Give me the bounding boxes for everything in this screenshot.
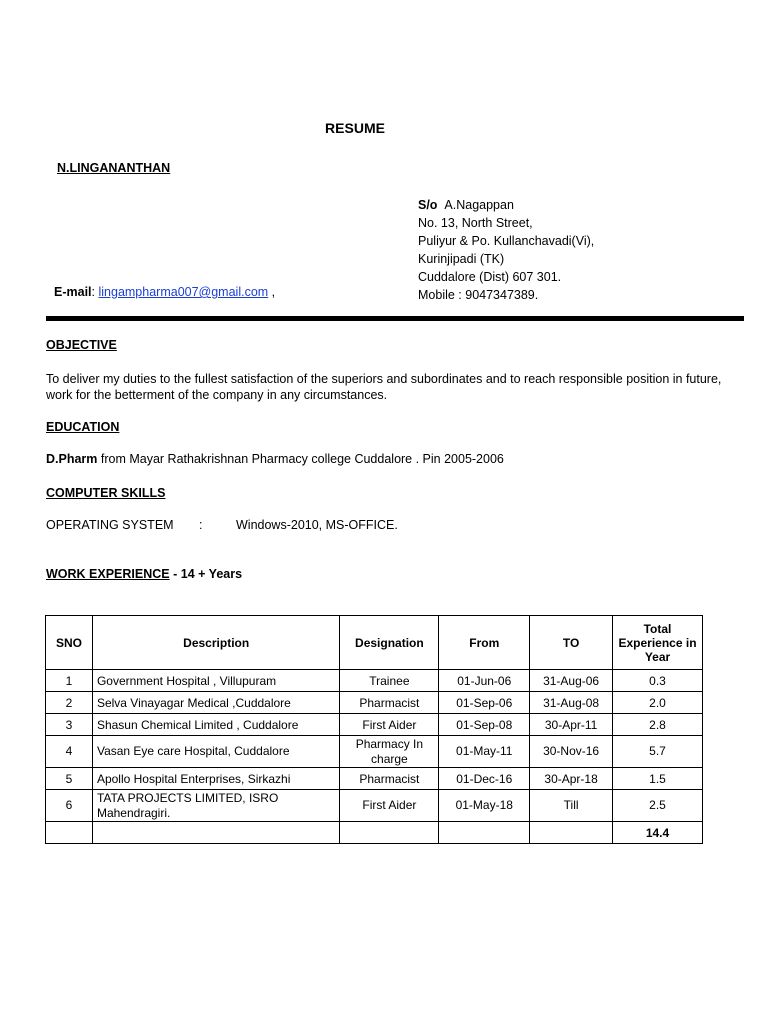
- os-label: OPERATING SYSTEM: [46, 518, 174, 532]
- email-colon: :: [91, 285, 95, 299]
- os-colon: :: [199, 518, 203, 532]
- table-row: [46, 768, 703, 790]
- so-name: A.Nagappan: [444, 198, 514, 212]
- education-detail: from Mayar Rathakrishnan Pharmacy college Cuddalore . Pin 2005-2006: [97, 452, 504, 466]
- cell-years: 1.5: [613, 768, 703, 790]
- address-line-3: Kurinjipadi (TK): [418, 252, 505, 266]
- cell-years: 2.8: [613, 714, 703, 736]
- work-experience-table: [45, 615, 703, 844]
- email-line: [54, 285, 275, 299]
- table-total-row: [46, 822, 703, 844]
- empty-cell: [46, 822, 93, 844]
- cell-sno: 4: [46, 736, 93, 768]
- cell-sno: 5: [46, 768, 93, 790]
- education-degree: D.Pharm: [46, 452, 98, 466]
- table-row: [46, 692, 703, 714]
- cell-from: 01-Sep-08: [439, 714, 530, 736]
- cell-to: Till: [530, 790, 613, 822]
- email-label: E-mail: [54, 285, 92, 299]
- cell-sno: 2: [46, 692, 93, 714]
- table-row: [46, 670, 703, 692]
- resume-title: RESUME: [325, 120, 385, 136]
- cell-years: 2.5: [613, 790, 703, 822]
- cell-designation: First Aider: [340, 790, 439, 822]
- cell-designation: Pharmacy In charge: [340, 736, 439, 768]
- candidate-name: N.LINGANANTHAN: [57, 161, 171, 175]
- col-header-sno: SNO: [46, 616, 93, 670]
- empty-cell: [340, 822, 439, 844]
- header-divider: [46, 316, 744, 321]
- cell-to: 30-Apr-18: [530, 768, 613, 790]
- col-header-total-experience: Total Experience in Year: [613, 616, 703, 670]
- cell-sno: 1: [46, 670, 93, 692]
- col-header-designation: Designation: [340, 616, 439, 670]
- empty-cell: [530, 822, 613, 844]
- email-link[interactable]: lingampharma007@gmail.com: [98, 285, 269, 299]
- cell-designation: Trainee: [340, 670, 439, 692]
- cell-to: 31-Aug-08: [530, 692, 613, 714]
- cell-description: Selva Vinayagar Medical ,Cuddalore: [92, 692, 339, 714]
- address-line-4: Cuddalore (Dist) 607 301.: [418, 270, 562, 284]
- work-experience-years: - 14 + Years: [169, 567, 243, 581]
- address-so: [418, 196, 514, 214]
- cell-description: TATA PROJECTS LIMITED, ISRO Mahendragiri.: [92, 790, 339, 822]
- address-line-1: No. 13, North Street,: [418, 216, 533, 230]
- cell-designation: Pharmacist: [340, 768, 439, 790]
- cell-sno: 6: [46, 790, 93, 822]
- cell-from: 01-May-18: [439, 790, 530, 822]
- cell-description: Apollo Hospital Enterprises, Sirkazhi: [92, 768, 339, 790]
- cell-from: 01-Dec-16: [439, 768, 530, 790]
- empty-cell: [439, 822, 530, 844]
- cell-description: Vasan Eye care Hospital, Cuddalore: [92, 736, 339, 768]
- mobile-number: Mobile : 9047347389.: [418, 288, 539, 302]
- cell-designation: First Aider: [340, 714, 439, 736]
- objective-heading: OBJECTIVE: [46, 338, 117, 352]
- col-header-to: TO: [530, 616, 613, 670]
- cell-from: 01-Sep-06: [439, 692, 530, 714]
- empty-cell: [92, 822, 339, 844]
- total-experience: 14.4: [613, 822, 703, 844]
- cell-from: 01-Jun-06: [439, 670, 530, 692]
- cell-description: Government Hospital , Villupuram: [92, 670, 339, 692]
- education-entry: [46, 452, 504, 466]
- cell-years: 2.0: [613, 692, 703, 714]
- cell-description: Shasun Chemical Limited , Cuddalore: [92, 714, 339, 736]
- cell-to: 31-Aug-06: [530, 670, 613, 692]
- objective-text: To deliver my duties to the fullest satisfaction of the superiors and subordinates and to reach responsible position in future, work for the betterment of the company in any circumstances.: [46, 372, 722, 402]
- address-line-2: Puliyur & Po. Kullanchavadi(Vi),: [418, 234, 595, 248]
- os-value: Windows-2010, MS-OFFICE.: [236, 518, 398, 532]
- computer-skills-heading: COMPUTER SKILLS: [46, 486, 166, 500]
- cell-years: 0.3: [613, 670, 703, 692]
- cell-to: 30-Nov-16: [530, 736, 613, 768]
- work-experience-line: [46, 567, 242, 581]
- so-label: S/o: [418, 198, 438, 212]
- email-suffix: ,: [268, 285, 276, 299]
- cell-years: 5.7: [613, 736, 703, 768]
- table-row: [46, 790, 703, 822]
- col-header-from: From: [439, 616, 530, 670]
- education-heading: EDUCATION: [46, 420, 120, 434]
- table-header-row: [46, 616, 703, 670]
- col-header-description: Description: [92, 616, 339, 670]
- cell-from: 01-May-11: [439, 736, 530, 768]
- table-row: [46, 736, 703, 768]
- cell-to: 30-Apr-11: [530, 714, 613, 736]
- work-experience-heading: WORK EXPERIENCE: [46, 567, 170, 581]
- cell-sno: 3: [46, 714, 93, 736]
- cell-designation: Pharmacist: [340, 692, 439, 714]
- table-row: [46, 714, 703, 736]
